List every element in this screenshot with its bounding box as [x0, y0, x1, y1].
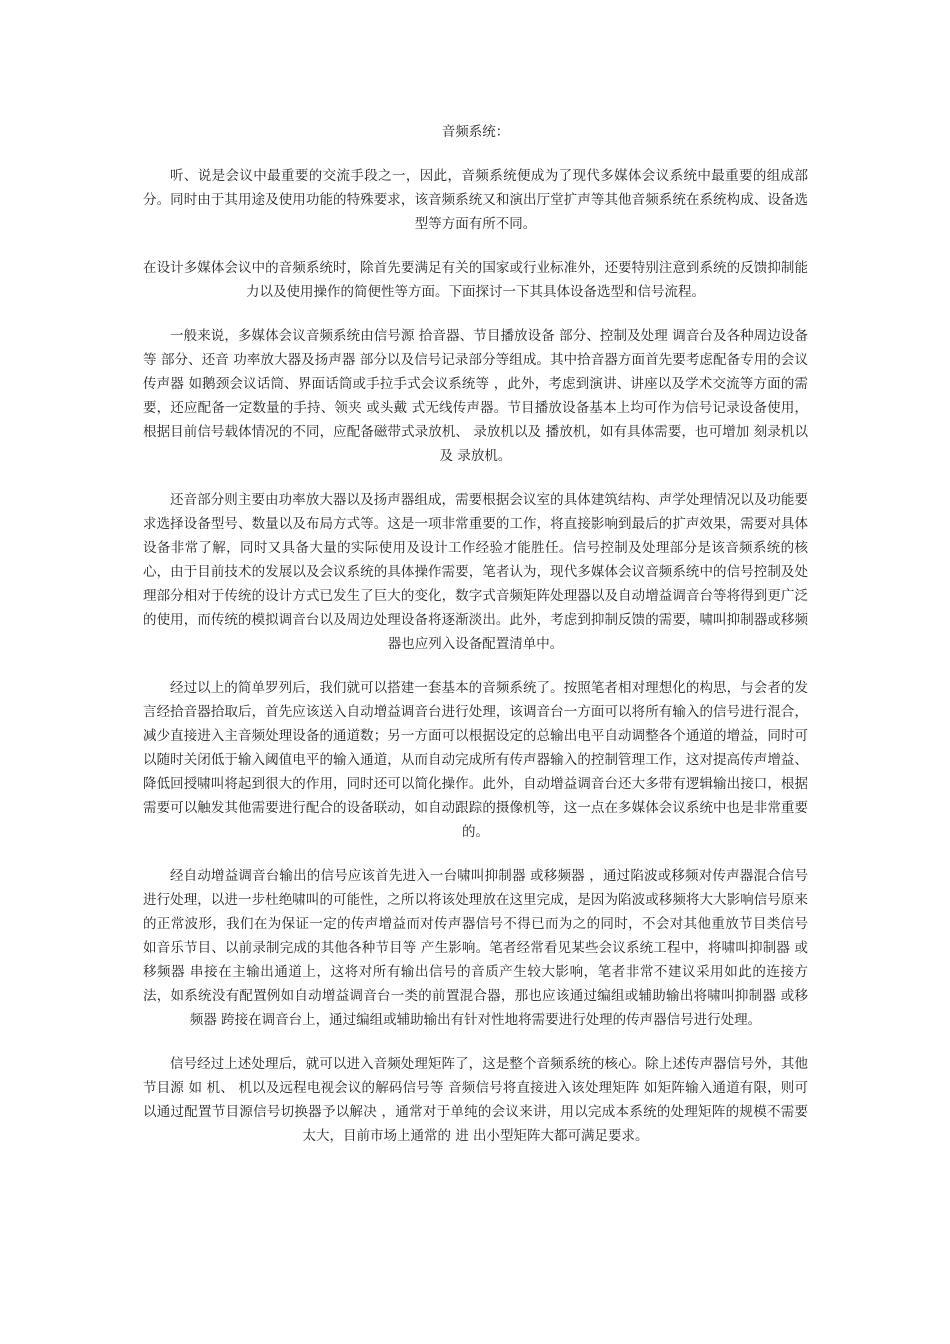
- paragraph-feedback: 经自动增益调音台输出的信号应该首先进入一台啸叫抑制器 或移频器 ，通过陷波或移频对传声器混合信号进行处理，以进一步杜绝啸叫的可能性，之所以将该处理放在这里完成，是因为陷波或移频将大大影响信号原来的正常波形，我们在为保证一定的传声增益而对传声器信号不得已而为之的同时，不会对其他重放节目类信号 如音乐节目、以前录制完成的其他各种节目等 产生影响。笔者经常看见某些会议系统工程中，将啸叫抑制器 或移频器 串接在主输出通道上，这将对所有输出信号的音质产生较大影响，笔者非常不建议采用如此的连接方法，如系统没有配置例如自动增益调音台一类的前置混合器，那也应该通过编组或辅助输出将啸叫抑制器 或移频器 跨接在调音台上，通过编组或辅助输出有针对性地将需要进行处理的传声器信号进行处理。: [143, 868, 808, 1028]
- paragraph-build: 经过以上的简单罗列后，我们就可以搭建一套基本的音频系统了。按照笔者相对理想化的构思，与会者的发言经拾音器拾取后，首先应该送入自动增益调音台进行处理，该调音台一方面可以将所有输入的信号进行混合，减少直接进入主音频处理设备的通道数；另一方面可以根据设定的总输出电平自动调整各个通道的增益，同时可以随时关闭低于输入阈值电平的输入通道，从而自动完成所有传声器输入的控制管理工作，这对提高传声增益、降低回授啸叫将起到很大的作用，同时还可以简化操作。此外，自动增益调音台还大多带有逻辑输出接口，根据需要可以触发其他需要进行配合的设备联动，如自动跟踪的摄像机等，这一点在多媒体会议系统中也是非常重要的。: [143, 680, 808, 840]
- paragraph-design: 在设计多媒体会议中的音频系统时，除首先要满足有关的国家或行业标准外，还要特别注意到系统的反馈抑制能力以及使用操作的简便性等方面。下面探讨一下其具体设备选型和信号流程。: [143, 260, 808, 300]
- document-page: [143, 120, 808, 1168]
- paragraph-composition: 一般来说，多媒体会议音频系统由信号源 拾音器、节目播放设备 部分、控制及处理 调音台及各种周边设备等 部分、还音 功率放大器及扬声器 部分以及信号记录部分等组成。其中拾音器方面首先要考虑配备专用的会议传声器 如鹅颈会议话筒、界面话筒或手拉手式会议系统等 ，此外，考虑到演讲、讲座以及学术交流等方面的需要，还应配备一定数量的手持、领夹 或头戴 式无线传声器。节目播放设备基本上均可作为信号记录设备使用，根据目前信号载体情况的不同，应配备磁带式录放机、 录放机以及 播放机，如有具体需要，也可增加 刻录机以及 录放机。: [143, 328, 808, 464]
- paragraph-matrix: 信号经过上述处理后，就可以进入音频处理矩阵了，这是整个音频系统的核心。除上述传声器信号外，其他节目源 如 机、 机以及远程电视会议的解码信号等 音频信号将直接进入该处理矩阵 如矩阵输入通道有限，则可以通过配置节目源信号切换器予以解决 ，通常对于单纯的会议来讲，用以完成本系统的处理矩阵的规模不需要太大，目前市场上通常的 进 出小型矩阵大都可满足要求。: [143, 1056, 808, 1144]
- paragraph-playback: 还音部分则主要由功率放大器以及扬声器组成，需要根据会议室的具体建筑结构、声学处理情况以及功能要求选择设备型号、数量以及布局方式等。这是一项非常重要的工作，将直接影响到最后的扩声效果，需要对具体设备非常了解，同时又具备大量的实际使用及设计工作经验才能胜任。信号控制及处理部分是该音频系统的核心，由于目前技术的发展以及会议系统的具体操作需要，笔者认为，现代多媒体会议音频系统中的信号控制及处理部分相对于传统的设计方式已发生了巨大的变化，数字式音频矩阵处理器以及自动增益调音台等将得到更广泛的使用，而传统的模拟调音台以及周边处理设备将逐渐淡出。此外，考虑到抑制反馈的需要，啸叫抑制器或移频器也应列入设备配置清单中。: [143, 492, 808, 652]
- document-title: 音频系统：: [441, 124, 510, 140]
- paragraph-intro: 听、说是会议中最重要的交流手段之一，因此，音频系统便成为了现代多媒体会议系统中最重要的组成部分。同时由于其用途及使用功能的特殊要求，该音频系统又和演出厅堂扩声等其他音频系统在系统构成、设备选型等方面有所不同。: [143, 168, 808, 232]
